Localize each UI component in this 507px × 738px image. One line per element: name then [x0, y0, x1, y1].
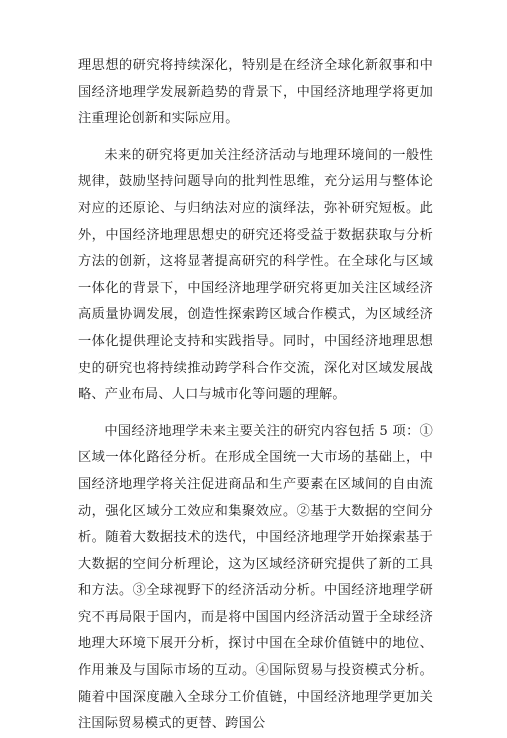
paragraph-continuation: 理思想的研究将持续深化，特别是在经济全球化新叙事和中国经济地理学发展新趋势的背景下，中国经济地理学将更加注重理论创新和实际应用。: [78, 58, 433, 127]
paragraph-future-research: 未来的研究将更加关注经济活动与地理环境间的一般性规律，鼓励坚持问题导向的批判性思维，充分运用与整体论对应的还原论、与归纳法对应的演绎法，弥补研究短板。此外，中国经济地理思想史的研究还将受益于数据获取与分析方法的创新，这将显著提高研究的科学性。在全球化与区域一体化的背景下，中国经济地理学研究将更加关注区域经济高质量协调发展，创造性探索跨区域合作模式，为区域经济一体化提供理论支持和实践指导。同时，中国经济地理思想史的研究也将持续推动跨学科合作交流，深化对区域发展战略、产业布局、人口与城市化等问题的理解。: [78, 147, 433, 403]
paragraph-research-content: 中国经济地理学未来主要关注的研究内容包括 5 项：①区域一体化路径分析。在形成全国统一大市场的基础上，中国经济地理学将关注促进商品和生产要素在区域间的自由流动，强化区域分工效应和集聚效应。②基于大数据的空间分析。随着大数据技术的迭代，中国经济地理学开始探索基于大数据的空间分析理论，这为区域经济研究提供了新的工具和方法。③全球视野下的经济活动分析。中国经济地理学研究不再局限于国内，而是将中国国内经济活动置于全球经济地理大环境下展开分析，探讨中国在全球价值链中的地位、作用兼及与国际市场的互动。④国际贸易与投资模式分析。随着中国深度融入全球分工价值链，中国经济地理学更加关注国际贸易模式的更替、跨国公: [78, 423, 433, 732]
document-body: [78, 53, 433, 738]
